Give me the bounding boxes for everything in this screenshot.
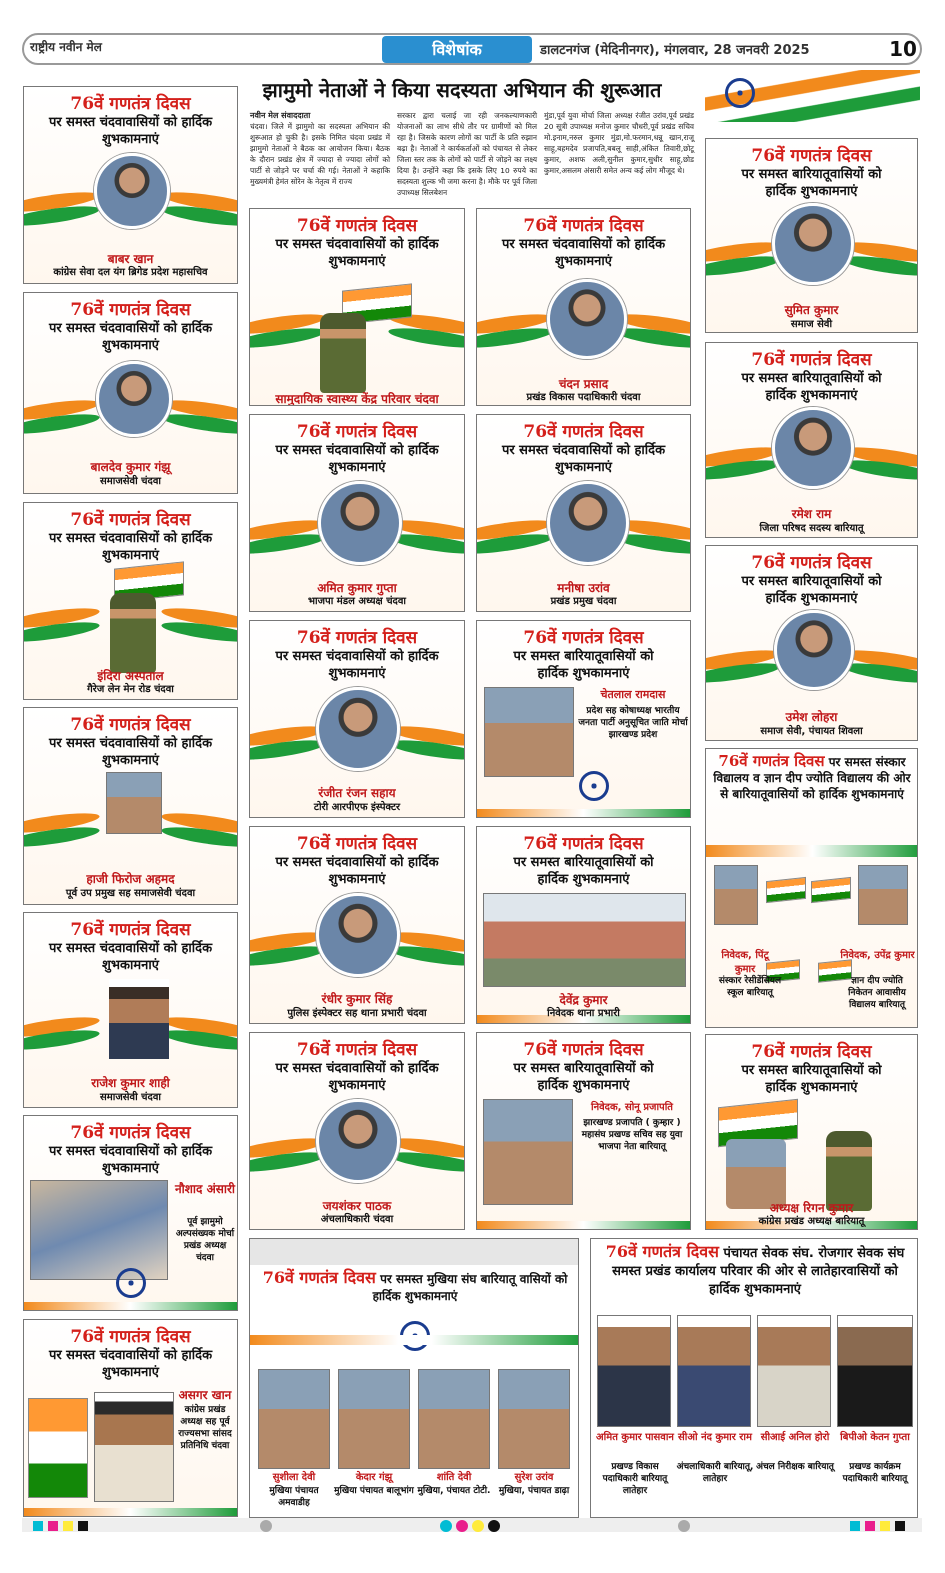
india-flag-icon <box>766 877 806 903</box>
sevak-heading-block <box>595 1243 915 1299</box>
person-designation: प्रखण्ड विकास पदाधिकारी बारियातू लातेहार <box>602 1462 668 1496</box>
person-photo <box>837 1315 913 1427</box>
card-heading: 76वें गणतंत्र दिवस <box>70 510 191 530</box>
card-subheading: पर समस्त चंदवावासियों को हार्दिक शुभकामनाएं <box>48 736 213 768</box>
greeting-card <box>705 138 918 333</box>
person-designation: समाज सेवी, पंचायत शिवला <box>760 726 863 737</box>
card-subheading: पर समस्त बारियातूवासियों को हार्दिक शुभकामनाएं <box>513 649 654 681</box>
card-subheading: पर समस्त मुखिया संघ बारियातू वासियों को हार्दिक शुभकामनाएं <box>372 1272 568 1303</box>
card-heading: 76वें गणतंत्र दिवस <box>751 146 872 166</box>
person-photo <box>757 1315 831 1427</box>
registration-dot <box>678 1520 690 1532</box>
person-photo <box>94 1392 174 1502</box>
person-photo <box>484 687 574 777</box>
article-column-1 <box>250 110 390 210</box>
person-designation: जिला परिषद सदस्य बारियातू <box>759 523 864 534</box>
person-name: असगर खान <box>178 1388 232 1402</box>
card-subheading-2: रोजगार सेवक संघ समस्त प्रखंड कार्यालय परिवार की ओर से लातेहारवासियों को हार्दिक शुभकामनाएं <box>612 1246 905 1297</box>
card-subheading: पर समस्त बारियातूवासियों को हार्दिक शुभकामनाएं <box>741 574 882 606</box>
card-subheading: पर समस्त बारियातूवासियों को हार्दिक शुभकामनाएं <box>741 1063 882 1095</box>
person-photo <box>597 1315 671 1427</box>
card-heading: 76वें गणतंत्र दिवस <box>296 628 418 648</box>
article-column-3: मुंडा,पूर्व युवा मोर्चा जिला अध्यक्ष रंजीत उरांव,पूर्व प्रखंड 20 सूत्री उपाध्यक्ष मनोज कुमार चौधरी,पूर्व प्रखंड सचिव मो.इनाम,नरुल कुमार मुंडा,मो.फरमान,धन्नू खान,राजू साहू,बहमदेव प्रजापति,बबलू साही,अंकित तिवारी,छोटू कुमार, अशफ अली,सुनील कुमार,सुधीर साहू,छोड कुमार,असलम अंसारी समेत अन्य कई लोग मौजूद थे। <box>544 111 694 175</box>
registration-dot <box>456 1520 468 1532</box>
person-designation: निवेदक थाना प्रभारी <box>547 1008 620 1019</box>
person-photo <box>772 203 854 285</box>
card-heading: 76वें गणतंत्र दिवस <box>523 834 644 854</box>
person-designation: अंचलाधिकारी चंदवा <box>320 1214 394 1225</box>
person-designation: मुखिया, पंचायत टोटी. <box>417 1486 491 1496</box>
card-subheading: पर समस्त चंदवावासियों को हार्दिक शुभकामनाएं <box>275 237 439 269</box>
greeting-card <box>23 912 238 1108</box>
person-designation: समाज सेवी <box>790 319 833 330</box>
article-headline: झामुमो नेताओं ने किया सदस्यता अभियान की शुरूआत <box>262 78 662 102</box>
section-label: विशेषांक <box>382 36 532 63</box>
card-subheading: पर समस्त संस्कार विद्यालय व ज्ञान दीप ज्योति विद्यालय की ओर से बारियातूवासियों को हार्दिक शुभकामनाएं <box>713 755 911 801</box>
registration-dot <box>440 1520 452 1532</box>
cyan-swatch <box>33 1521 43 1531</box>
person-name: बाबर खान <box>107 252 154 266</box>
police-station-photo <box>483 893 686 987</box>
card-heading: 76वें गणतंत्र दिवस <box>262 1268 376 1287</box>
person-designation: प्रखंड विकास पदाधिकारी चंदवा <box>526 392 641 403</box>
person-name: चंदन प्रसाद <box>558 377 609 391</box>
person-designation: कांग्रेस प्रखंड अध्यक्ष बारियातू <box>758 1216 865 1227</box>
greeting-card <box>23 502 238 700</box>
person-name: देवेंद्र कुमार <box>559 993 608 1007</box>
card-subheading: पर समस्त चंदवावासियों को हार्दिक शुभकामनाएं <box>48 531 213 563</box>
card-subheading-1: पंचायत सेवक संघ. <box>723 1246 814 1261</box>
person-name: अमित कुमार पासवान <box>596 1432 674 1443</box>
group-photo <box>30 1180 168 1280</box>
person-designation: समाजसेवी चंदवा <box>100 476 161 487</box>
card-heading: 76वें गणतंत्र दिवस <box>296 834 418 854</box>
person-name: इंदिरा अस्पताल <box>97 669 164 683</box>
card-heading: 76वें गणतंत्र दिवस <box>70 920 191 940</box>
person-designation: मुखिया पंचायत बालूभांग <box>334 1486 414 1496</box>
greeting-card <box>23 707 238 905</box>
newspaper-logo: राष्ट्रीय नवीन मेल <box>30 40 102 54</box>
person-designation: प्रदेश सह कोषाध्यक्ष भारतीय जनता पार्टी अनुसूचित जाति मोर्चा झारखण्ड प्रदेश <box>578 706 688 740</box>
card-subheading: पर समस्त चंदवावासियों को हार्दिक शुभकामनाएं <box>48 321 213 353</box>
school-heading-block <box>712 753 912 802</box>
person-name: शांति देवी <box>436 1472 472 1483</box>
ashoka-chakra-icon <box>116 1268 146 1298</box>
greeting-card <box>23 1115 238 1311</box>
card-heading: 76वें गणतंत्र दिवस <box>605 1242 719 1261</box>
tricolor-stripe <box>706 845 918 857</box>
card-top-band <box>250 1239 579 1265</box>
person-name: चेतलाल रामदास <box>600 688 666 701</box>
person-name: निवेदक, उपेंद्र कुमार <box>840 950 915 961</box>
card-subheading: पर समस्त चंदवावासियों को हार्दिक शुभकामनाएं <box>275 1061 439 1093</box>
greeting-card <box>705 545 918 741</box>
person-name: निवेदक, पिंटू कुमार <box>721 950 769 975</box>
person-name: केदार गंझू <box>355 1472 393 1483</box>
card-subheading: पर समस्त चंदवावासियों को हार्दिक शुभकामनाएं <box>48 941 213 973</box>
person-name: नौशाद अंसारी <box>175 1182 235 1196</box>
person-name: सुमित कुमार <box>784 303 839 317</box>
card-heading: 76वें गणतंत्र दिवस <box>751 553 872 573</box>
card-subheading: पर समस्त बारियातूवासियों को हार्दिक शुभकामनाएं <box>513 1061 654 1093</box>
card-heading: 76वें गणतंत्र दिवस <box>296 1040 418 1060</box>
greeting-card <box>476 414 691 612</box>
person-designation: टोरी आरपीएफ इंस्पेक्टर <box>313 802 401 813</box>
card-heading: 76वें गणतंत्र दिवस <box>523 1040 644 1060</box>
person-photo <box>96 361 172 437</box>
person-name: बालदेव कुमार गंझू <box>90 460 171 474</box>
card-heading: 76वें गणतंत्र दिवस <box>523 422 644 442</box>
greeting-card <box>249 414 465 612</box>
soldier-illustration <box>110 593 156 673</box>
person-designation: भाजपा मंडल अध्यक्ष चंदवा <box>307 596 407 607</box>
greeting-card <box>476 826 691 1024</box>
registration-dot <box>472 1520 484 1532</box>
ashoka-chakra-icon <box>579 771 609 801</box>
greeting-card <box>23 1319 238 1517</box>
person-designation: मुखिया, पंचायत डाढ़ा <box>498 1486 570 1496</box>
tricolor-stripe <box>250 1335 579 1345</box>
person-photo <box>714 865 758 925</box>
person-name: बिपीओ केतन गुप्ता <box>840 1432 910 1443</box>
person-name: राजेश कुमार शाही <box>91 1076 170 1090</box>
card-subheading: पर समस्त चंदवावासियों को हार्दिक शुभकामनाएं <box>48 1144 213 1176</box>
person-designation: कांग्रेस प्रखंड अध्यक्ष सह पूर्व राज्यसभा सांसद प्रतिनिधि चंदवा <box>178 1405 232 1451</box>
greeting-card <box>476 1032 691 1230</box>
card-subheading: पर समस्त बारियातूवासियों को हार्दिक शुभकामनाएं <box>741 167 882 199</box>
person-designation: ज्ञान दीप ज्योति निकेतन आवासीय विद्यालय बारियातू <box>848 976 906 1010</box>
article-byline: नवीन मेल संवाददाता <box>250 111 311 120</box>
person-name: मनीषा उरांव <box>557 581 610 595</box>
card-subheading: पर समस्त चंदवावासियों को हार्दिक शुभकामनाएं <box>275 649 439 681</box>
greeting-card <box>249 208 465 406</box>
person-name: अध्यक्ष रिगन कुमार <box>769 1201 854 1215</box>
person-designation: अंचलाधिकारी बारियातू, लातेहार <box>676 1462 754 1484</box>
card-subheading: पर समस्त चंदवावासियों को हार्दिक शुभकामनाएं <box>501 443 666 475</box>
greeting-card <box>249 620 465 818</box>
greeting-card <box>705 342 918 538</box>
greeting-card <box>476 208 691 406</box>
black-swatch <box>78 1521 88 1531</box>
card-heading: 76वें गणतंत्र दिवस <box>70 1327 191 1347</box>
person-designation: पुलिस इंस्पेक्टर सह थाना प्रभारी चंदवा <box>287 1008 427 1019</box>
sevak-greeting-card <box>590 1238 918 1518</box>
person-photo <box>772 407 854 489</box>
card-heading: 76वें गणतंत्र दिवस <box>296 216 418 236</box>
person-designation: झारखण्ड प्रजापति ( कुम्हार ) महासंघ प्रखण्ड सचिव सह युवा भाजपा नेता बारियातू <box>581 1118 683 1152</box>
person-name: सीओ नंद कुमार राम <box>678 1432 752 1443</box>
person-photo <box>316 1099 400 1183</box>
person-name: उमेश लोहरा <box>785 710 838 724</box>
person-designation: पूर्व झामुमो अल्पसंख्यक मोर्चा प्रखंड अध्यक्ष चंदवा <box>175 1217 235 1263</box>
person-photo <box>547 481 629 565</box>
card-heading: 76वें गणतंत्र दिवस <box>296 422 418 442</box>
person-name: सुशीला देवी <box>272 1472 316 1483</box>
person-name: रंजीत रंजन सहाय <box>318 786 396 800</box>
article-text-1: चंदवा। जिले में झामुमो का सदस्यता अभियान की शुरूआत हो चुकी है। इसके निमित चंदवा प्रखंड में झामुमो नेताओं ने बैठक का आयोजन किया। बैठक के दौरान प्रखंड क्षेत्र में ज्यादा से ज्यादा लोगों को पार्टी से जोड़ने पर चर्चा की गई। नेताओं ने कहाकि मुख्यमंत्री हेमंत सोरेन के नेतृत्व में राज्य <box>250 122 390 186</box>
person-designation: प्रखंड प्रमुख चंदवा <box>550 596 617 607</box>
cyan-swatch <box>850 1521 860 1531</box>
registration-dot <box>260 1520 272 1532</box>
card-heading: 76वें गणतंत्र दिवस <box>523 628 644 648</box>
card-heading: 76वें गणतंत्र दिवस <box>751 1042 872 1062</box>
greeting-card <box>23 86 238 284</box>
page-number: 10 <box>889 37 917 61</box>
greeting-card <box>705 1034 918 1230</box>
person-name: हाजी फिरोज अहमद <box>86 872 175 886</box>
person-name: सुरेश उरांव <box>514 1472 554 1483</box>
card-heading: 76वें गणतंत्र दिवस <box>751 350 872 370</box>
card-heading: 76वें गणतंत्र दिवस <box>70 715 191 735</box>
person-photo <box>774 610 854 690</box>
ashoka-chakra-icon <box>725 78 755 108</box>
greeting-card <box>249 1032 465 1230</box>
person-photo <box>858 865 908 925</box>
yellow-swatch <box>63 1521 73 1531</box>
yellow-swatch <box>880 1521 890 1531</box>
soldier-illustration <box>320 313 366 393</box>
card-heading: 76वें गणतंत्र दिवस <box>70 300 191 320</box>
card-subheading: पर समस्त चंदवावासियों को हार्दिक शुभकामनाएं <box>275 443 439 475</box>
greeting-card <box>23 292 238 494</box>
card-subheading: पर समस्त चंदवावासियों को हार्दिक शुभकामनाएं <box>275 855 439 887</box>
person-designation: प्रखण्ड कार्यक्रम पदाधिकारी बारियातू <box>842 1462 908 1484</box>
person-designation: कांग्रेस सेवा दल यंग ब्रिगेड प्रदेश महासचिव <box>53 267 208 278</box>
person-photo <box>338 1369 410 1469</box>
person-photo <box>418 1369 490 1469</box>
person-photo <box>316 687 400 771</box>
card-heading: 76वें गणतंत्र दिवस <box>70 1123 191 1143</box>
card-heading: 76वें गणतंत्र दिवस <box>718 752 825 770</box>
dateline: डालटनगंज (मेदिनीनगर), मंगलवार, 28 जनवरी 2025 <box>540 43 810 58</box>
person-designation: गैरेज लेन मेन रोड चंदवा <box>87 684 174 695</box>
person-designation: पूर्व उप प्रमुख सह समाजसेवी चंदवा <box>65 888 196 899</box>
india-flag-icon <box>811 877 851 903</box>
black-swatch <box>895 1521 905 1531</box>
person-photo <box>316 893 400 977</box>
registration-dot <box>488 1520 500 1532</box>
card-subheading: पर समस्त चंदवावासियों को हार्दिक शुभकामनाएं <box>48 1348 213 1380</box>
article-column-2: सरकार द्वारा चलाई जा रही जनकल्याणकारी योजनाओं का लाभ सीधे तौर पर ग्रामीणों को मिल रहा है। जिसके कारण लोगों का पार्टी के प्रति रुझान बढ़ा है। नेताओं ने कार्यकर्ताओं को पंचायत से लेकर जिला स्तर तक के लोगों को पार्टी से जोड़ने का लक्ष्य दिया है। उन्होंने कहा कि इसके लिए 10 रुपये का सदस्यता शुल्क भी जमा करना है। मौके पर पूर्व जिला उपाध्यक्ष सिलबेशन <box>397 111 537 197</box>
mukhiya-heading-block <box>252 1269 578 1305</box>
card-heading: 76वें गणतंत्र दिवस <box>523 216 644 236</box>
person-designation: मुखिया पंचायत अमवाडीह <box>269 1486 319 1508</box>
card-heading: 76वें गणतंत्र दिवस <box>70 94 191 114</box>
person-name: अमित कुमार गुप्ता <box>317 581 397 595</box>
card-subheading: पर समस्त बारियातूवासियों को हार्दिक शुभकामनाएं <box>513 855 654 887</box>
person-photo <box>483 1099 573 1205</box>
magenta-swatch <box>48 1521 58 1531</box>
person-name: रमेश राम <box>791 507 832 521</box>
mukhiya-greeting-card <box>249 1238 579 1518</box>
person-photo <box>109 979 169 1059</box>
person-designation: समाजसेवी चंदवा <box>100 1092 161 1103</box>
person-photo <box>258 1369 330 1469</box>
greeting-card <box>476 620 691 818</box>
person-designation: संस्कार रेसीडेंसियल स्कूल बारियातू <box>718 976 782 998</box>
person-name: सीआई अनिल होरो <box>760 1432 830 1443</box>
greeting-card <box>249 826 465 1024</box>
card-subheading: पर समस्त बारियातूवासियों को हार्दिक शुभकामनाएं <box>741 371 882 403</box>
card-subheading: पर समस्त चंदवावासियों को हार्दिक शुभकामनाएं <box>501 237 666 269</box>
magenta-swatch <box>865 1521 875 1531</box>
person-photo <box>498 1369 570 1469</box>
card-subheading: पर समस्त चंदवावासियों को हार्दिक शुभकामनाएं <box>48 115 213 147</box>
person-name: रंधीर कुमार सिंह <box>321 992 393 1006</box>
india-flag-icon <box>28 1398 88 1498</box>
person-photo <box>547 279 627 359</box>
person-designation: अंचल निरीक्षक बारियातू <box>756 1462 834 1472</box>
person-photo <box>318 481 402 565</box>
person-photo <box>677 1315 751 1427</box>
card-caption: सामुदायिक स्वास्थ्य केंद्र परिवार चंदवा <box>275 392 439 406</box>
person-name: निवेदक, सोनू प्रजापति <box>590 1102 674 1113</box>
school-greeting-card <box>705 748 918 1028</box>
person-photo <box>94 153 170 229</box>
person-photo <box>106 772 162 834</box>
person-name: जयशंकर पाठक <box>322 1199 392 1213</box>
